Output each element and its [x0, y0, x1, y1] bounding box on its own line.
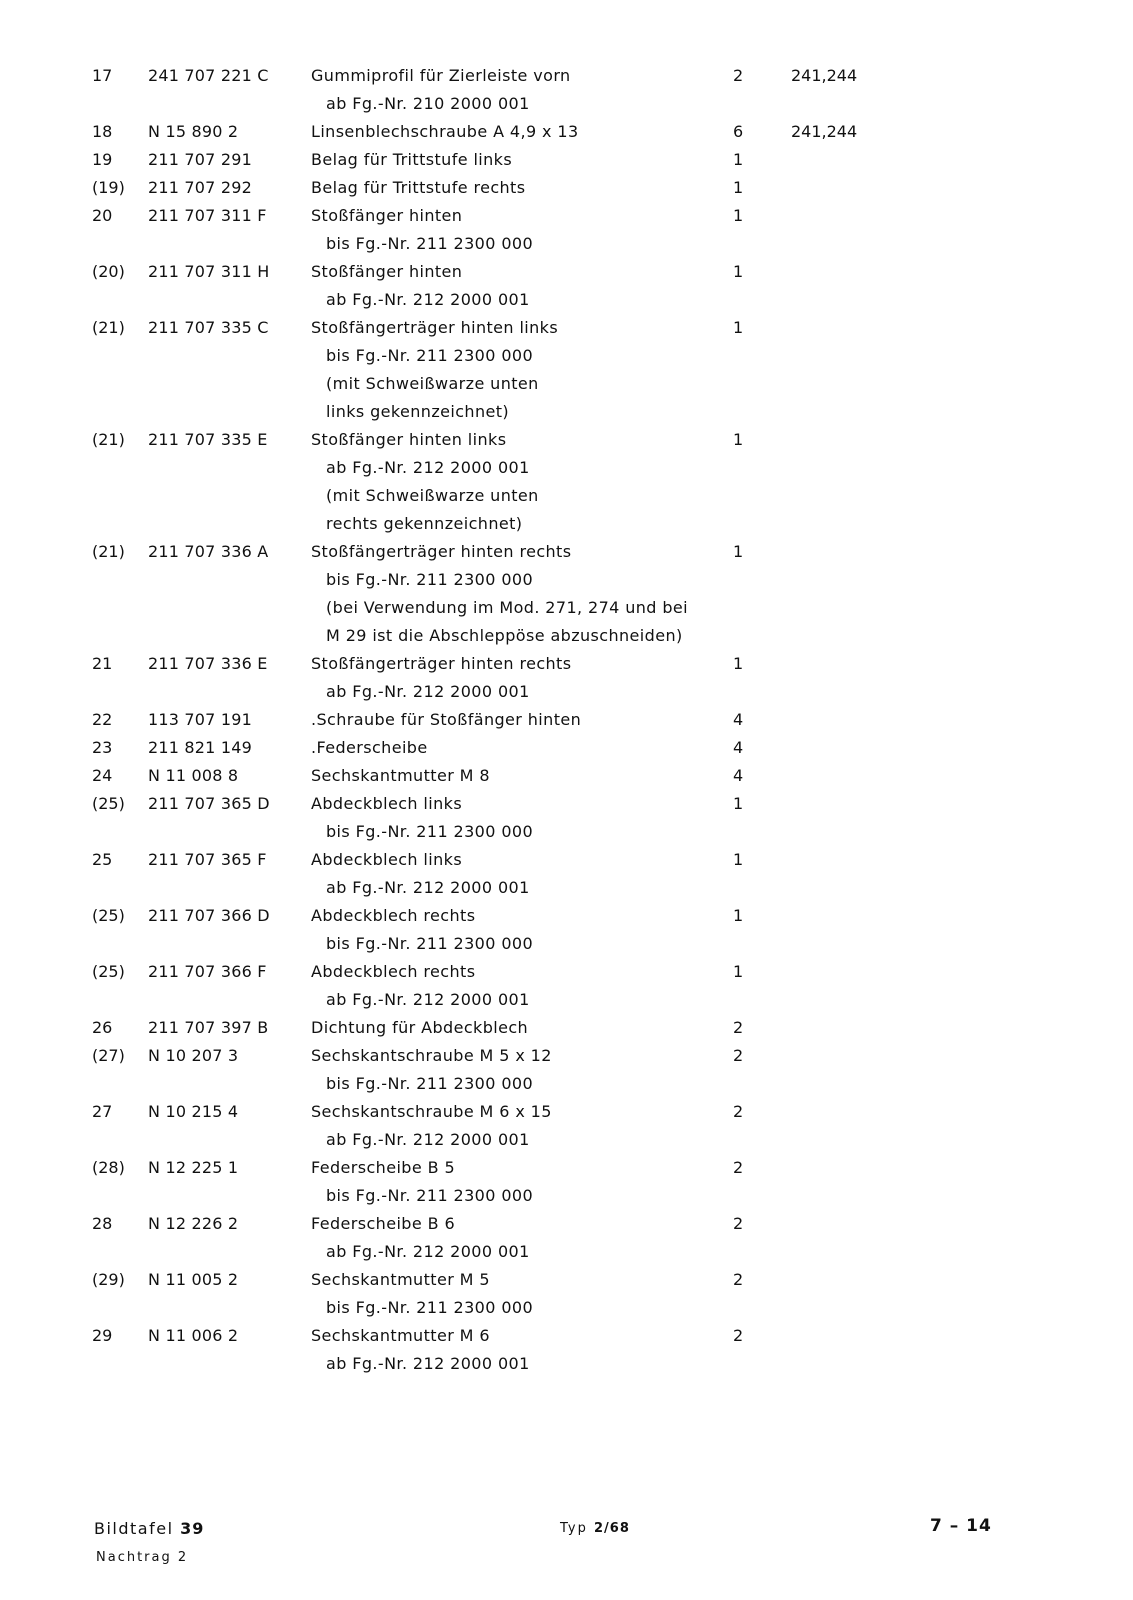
part-row: [0, 762, 1133, 790]
part-number: 211 707 397 B: [148, 1018, 269, 1037]
part-note-row: [0, 1126, 1133, 1154]
part-row: [0, 902, 1133, 930]
plate-number: 39: [180, 1519, 205, 1538]
part-row: [0, 258, 1133, 286]
part-row: [0, 174, 1133, 202]
part-number: 211 707 336 E: [148, 654, 268, 673]
quantity: 1: [733, 962, 744, 981]
part-description: Abdeckblech links: [311, 850, 463, 869]
part-description: Sechskantmutter M 8: [311, 766, 490, 785]
part-row: [0, 118, 1133, 146]
position-number: 22: [92, 710, 113, 729]
position-number: 27: [92, 1102, 113, 1121]
part-number: N 15 890 2: [148, 122, 239, 141]
part-description: Sechskantmutter M 6: [311, 1326, 490, 1345]
part-description: Federscheibe B 6: [311, 1214, 456, 1233]
part-description: Belag für Trittstufe rechts: [311, 178, 526, 197]
position-number: 29: [92, 1326, 113, 1345]
position-number: (25): [92, 962, 125, 981]
position-number: 23: [92, 738, 113, 757]
position-number: 28: [92, 1214, 113, 1233]
part-row: [0, 1042, 1133, 1070]
part-description: Stoßfänger hinten: [311, 262, 463, 281]
part-note-row: [0, 370, 1133, 398]
part-number: 211 821 149: [148, 738, 252, 757]
part-row: [0, 1266, 1133, 1294]
part-number: 211 707 365 F: [148, 850, 267, 869]
part-note: ab Fg.-Nr. 212 2000 001: [326, 458, 530, 477]
position-number: 26: [92, 1018, 113, 1037]
part-note: bis Fg.-Nr. 211 2300 000: [326, 570, 534, 589]
quantity: 4: [733, 738, 744, 757]
part-row: [0, 958, 1133, 986]
position-number: (19): [92, 178, 125, 197]
part-note: ab Fg.-Nr. 212 2000 001: [326, 990, 530, 1009]
part-number: 211 707 311 F: [148, 206, 267, 225]
quantity: 1: [733, 318, 744, 337]
part-note-row: [0, 1238, 1133, 1266]
part-note-row: [0, 818, 1133, 846]
position-number: 20: [92, 206, 113, 225]
part-note-row: [0, 594, 1133, 622]
position-number: (27): [92, 1046, 125, 1065]
quantity: 2: [733, 1018, 744, 1037]
plate-label: Bildtafel: [94, 1519, 174, 1538]
part-row: [0, 706, 1133, 734]
part-row: [0, 790, 1133, 818]
part-note: rechts gekennzeichnet): [326, 514, 523, 533]
part-note-row: [0, 930, 1133, 958]
part-note-row: [0, 90, 1133, 118]
model-reference: 241,244: [791, 66, 858, 85]
type-value: 2/68: [594, 1521, 630, 1536]
quantity: 4: [733, 766, 744, 785]
part-note: bis Fg.-Nr. 211 2300 000: [326, 1186, 534, 1205]
position-number: (21): [92, 430, 125, 449]
part-number: 211 707 365 D: [148, 794, 270, 813]
part-description: Stoßfängerträger hinten links: [311, 318, 559, 337]
part-note: bis Fg.-Nr. 211 2300 000: [326, 1298, 534, 1317]
quantity: 1: [733, 150, 744, 169]
quantity: 1: [733, 542, 744, 561]
part-row: [0, 1322, 1133, 1350]
part-number: 113 707 191: [148, 710, 252, 729]
part-note-row: [0, 510, 1133, 538]
part-row: [0, 846, 1133, 874]
quantity: 1: [733, 430, 744, 449]
quantity: 2: [733, 1102, 744, 1121]
part-note: bis Fg.-Nr. 211 2300 000: [326, 934, 534, 953]
part-note-row: [0, 482, 1133, 510]
part-note-row: [0, 566, 1133, 594]
part-note: links gekennzeichnet): [326, 402, 510, 421]
part-note-row: [0, 286, 1133, 314]
part-note-row: [0, 1070, 1133, 1098]
part-note-row: [0, 342, 1133, 370]
part-number: N 11 006 2: [148, 1326, 239, 1345]
quantity: 1: [733, 906, 744, 925]
part-number: 211 707 291: [148, 150, 252, 169]
part-note-row: [0, 874, 1133, 902]
quantity: 1: [733, 850, 744, 869]
part-note-row: [0, 678, 1133, 706]
part-row: [0, 1210, 1133, 1238]
position-number: 17: [92, 66, 113, 85]
part-row: [0, 1014, 1133, 1042]
model-reference: 241,244: [791, 122, 858, 141]
part-number: N 11 005 2: [148, 1270, 239, 1289]
part-description: Stoßfängerträger hinten rechts: [311, 542, 572, 561]
part-note: (bei Verwendung im Mod. 271, 274 und bei: [326, 598, 688, 617]
part-description: Sechskantmutter M 5: [311, 1270, 490, 1289]
part-note-row: [0, 1350, 1133, 1378]
part-number: 211 707 336 A: [148, 542, 269, 561]
part-description: Belag für Trittstufe links: [311, 150, 513, 169]
position-number: 18: [92, 122, 113, 141]
part-note: bis Fg.-Nr. 211 2300 000: [326, 346, 534, 365]
type-reference: [560, 1521, 630, 1536]
part-number: N 12 226 2: [148, 1214, 239, 1233]
part-note-row: [0, 454, 1133, 482]
part-number: 211 707 292: [148, 178, 252, 197]
part-number: 241 707 221 C: [148, 66, 269, 85]
part-note: M 29 ist die Abschleppöse abzuschneiden): [326, 626, 683, 645]
type-label: Typ: [560, 1521, 588, 1536]
part-number: 211 707 335 C: [148, 318, 269, 337]
part-description: Abdeckblech links: [311, 794, 463, 813]
part-note-row: [0, 622, 1133, 650]
part-description: Linsenblechschraube A 4,9 x 13: [311, 122, 579, 141]
quantity: 4: [733, 710, 744, 729]
part-note-row: [0, 1182, 1133, 1210]
part-description: Stoßfängerträger hinten rechts: [311, 654, 572, 673]
part-description: Sechskantschraube M 6 x 15: [311, 1102, 552, 1121]
position-number: 24: [92, 766, 113, 785]
part-note-row: [0, 986, 1133, 1014]
part-row: [0, 202, 1133, 230]
part-note-row: [0, 398, 1133, 426]
part-number: N 11 008 8: [148, 766, 239, 785]
quantity: 1: [733, 178, 744, 197]
quantity: 1: [733, 654, 744, 673]
part-note: bis Fg.-Nr. 211 2300 000: [326, 1074, 534, 1093]
position-number: 21: [92, 654, 113, 673]
part-note: bis Fg.-Nr. 211 2300 000: [326, 822, 534, 841]
position-number: (25): [92, 794, 125, 813]
part-note-row: [0, 1294, 1133, 1322]
part-row: [0, 1154, 1133, 1182]
part-description: Sechskantschraube M 5 x 12: [311, 1046, 552, 1065]
quantity: 2: [733, 1046, 744, 1065]
position-number: 25: [92, 850, 113, 869]
part-row: [0, 538, 1133, 566]
part-note: (mit Schweißwarze unten: [326, 486, 539, 505]
part-row: [0, 62, 1133, 90]
part-row: [0, 734, 1133, 762]
quantity: 2: [733, 1326, 744, 1345]
position-number: 19: [92, 150, 113, 169]
part-note: (mit Schweißwarze unten: [326, 374, 539, 393]
part-note: ab Fg.-Nr. 212 2000 001: [326, 1130, 530, 1149]
part-note: ab Fg.-Nr. 212 2000 001: [326, 1242, 530, 1261]
part-description: Dichtung für Abdeckblech: [311, 1018, 529, 1037]
part-note: ab Fg.-Nr. 212 2000 001: [326, 1354, 530, 1373]
part-row: [0, 314, 1133, 342]
position-number: (25): [92, 906, 125, 925]
part-row: [0, 426, 1133, 454]
part-note: ab Fg.-Nr. 212 2000 001: [326, 878, 530, 897]
part-note: ab Fg.-Nr. 212 2000 001: [326, 290, 530, 309]
quantity: 2: [733, 1270, 744, 1289]
part-description: Stoßfänger hinten: [311, 206, 463, 225]
part-number: 211 707 366 D: [148, 906, 270, 925]
part-row: [0, 1098, 1133, 1126]
quantity: 2: [733, 1214, 744, 1233]
supplement-label: Nachtrag 2: [96, 1550, 189, 1565]
quantity: 1: [733, 262, 744, 281]
part-note-row: [0, 230, 1133, 258]
position-number: (21): [92, 542, 125, 561]
part-description: Gummiprofil für Zierleiste vorn: [311, 66, 571, 85]
page-number: 7 – 14: [930, 1516, 992, 1536]
position-number: (29): [92, 1270, 125, 1289]
position-number: (20): [92, 262, 125, 281]
quantity: 2: [733, 66, 744, 85]
part-row: [0, 146, 1133, 174]
part-number: N 10 215 4: [148, 1102, 239, 1121]
part-note: ab Fg.-Nr. 212 2000 001: [326, 682, 530, 701]
quantity: 6: [733, 122, 744, 141]
part-note: bis Fg.-Nr. 211 2300 000: [326, 234, 534, 253]
quantity: 1: [733, 794, 744, 813]
part-number: 211 707 335 E: [148, 430, 268, 449]
part-description: Federscheibe B 5: [311, 1158, 456, 1177]
part-note: ab Fg.-Nr. 210 2000 001: [326, 94, 530, 113]
part-number: 211 707 366 F: [148, 962, 267, 981]
part-number: N 12 225 1: [148, 1158, 239, 1177]
plate-reference: [94, 1519, 204, 1538]
part-description: Abdeckblech rechts: [311, 962, 476, 981]
part-description: .Schraube für Stoßfänger hinten: [311, 710, 582, 729]
part-description: .Federscheibe: [311, 738, 428, 757]
part-number: N 10 207 3: [148, 1046, 239, 1065]
quantity: 2: [733, 1158, 744, 1177]
quantity: 1: [733, 206, 744, 225]
part-description: Abdeckblech rechts: [311, 906, 476, 925]
position-number: (28): [92, 1158, 125, 1177]
part-row: [0, 650, 1133, 678]
part-description: Stoßfänger hinten links: [311, 430, 507, 449]
part-number: 211 707 311 H: [148, 262, 270, 281]
position-number: (21): [92, 318, 125, 337]
